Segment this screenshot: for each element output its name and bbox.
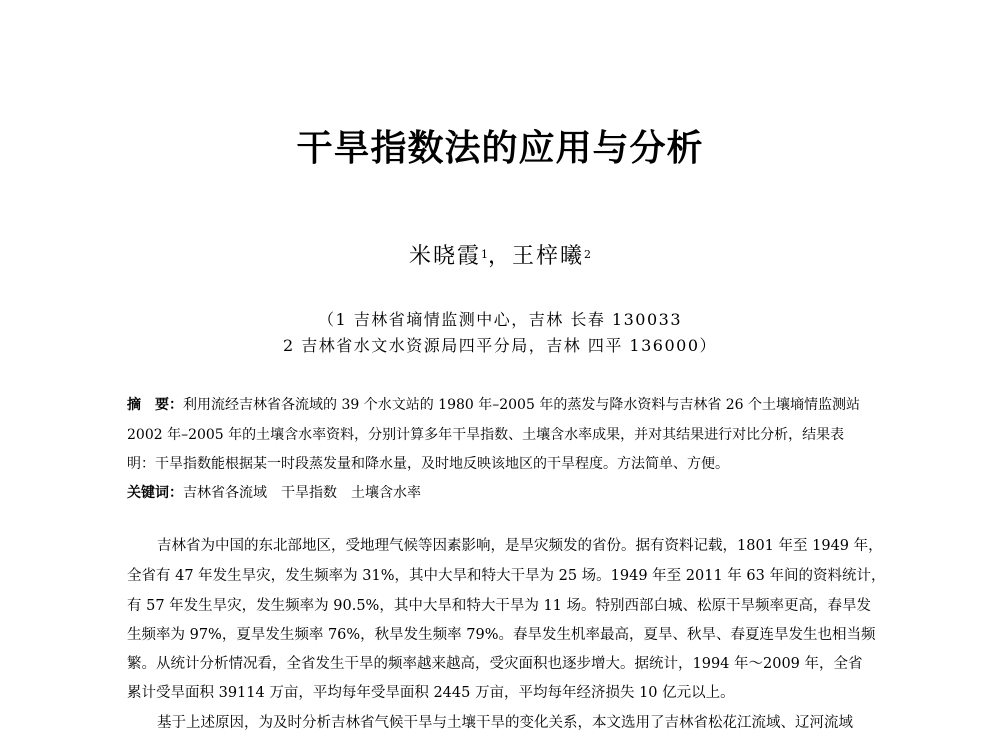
abstract-label: 摘 要： — [127, 397, 183, 413]
keywords-label: 关键词： — [127, 485, 183, 501]
author-line — [0, 242, 1000, 272]
author-name: 王梓曦 — [512, 244, 585, 269]
abstract-line: 明：干旱指数能根据某一时段蒸发量和降水量，及时地反映该地区的干旱程度。方法简单、方便。 — [127, 456, 729, 472]
abstract-text: 利用流经吉林省各流域的 39 个水文站的 1980 年–2005 年的蒸发与降水资料与吉林省 26 个土壤墒情监测站 — [183, 397, 861, 413]
author-separator: ， — [487, 244, 512, 269]
body-paragraph-line: 生频率为 97%，夏旱发生频率 76%，秋旱发生频率 79%。春旱发生机率最高，夏旱、秋旱、春夏连旱发生也相当频 — [127, 627, 876, 643]
keywords-line — [127, 483, 887, 503]
body-paragraph-line: 累计受旱面积 39114 万亩，平均每年受旱面积 2445 万亩，平均每年经济损失 10 亿元以上。 — [127, 685, 735, 701]
abstract-line: 2002 年–2005 年的土壤含水率资料，分别计算多年干旱指数、土壤含水率成果，并对其结果进行对比分析，结果表 — [127, 427, 845, 443]
abstract-line — [127, 395, 887, 415]
body-paragraph-line: 有 57 年发生旱灾，发生频率为 90.5%，其中大旱和特大干旱为 11 场。特别西部白城、松原干旱频率更高，春旱发 — [127, 598, 872, 614]
keywords-text: 吉林省各流域 干旱指数 土壤含水率 — [183, 485, 421, 501]
affiliation-marker: 2 — [584, 248, 592, 261]
affiliation-line: 2 吉林省水文水资源局四平分局，吉林 四平 136000） — [282, 336, 718, 355]
body-paragraph-line: 全省有 47 年发生旱灾，发生频率为 31%，其中大旱和特大干旱为 25 场。1949 年至 2011 年 63 年间的资料统计， — [127, 568, 886, 584]
affiliation-marker: 1 — [480, 248, 488, 261]
paper-title: 干旱指数法的应用与分析 — [296, 128, 704, 169]
author-name: 米晓霞 — [408, 244, 481, 269]
body-paragraph-line: 吉林省为中国的东北部地区，受地理气候等因素影响，是旱灾频发的省份。据有资料记载，1801 年至 1949 年， — [157, 538, 883, 554]
affiliation-line: （1 吉林省墒情监测中心，吉林 长春 130033 — [317, 310, 683, 329]
body-paragraph-line: 基于上述原因，为及时分析吉林省气候干旱与土壤干旱的变化关系，本文选用了吉林省松花江流域、辽河流域 — [157, 715, 853, 731]
body-paragraph-line: 繁。从统计分析情况看，全省发生干旱的频率越来越高，受灾面积也逐步增大。据统计，1994 年～2009 年，全省 — [127, 656, 863, 672]
